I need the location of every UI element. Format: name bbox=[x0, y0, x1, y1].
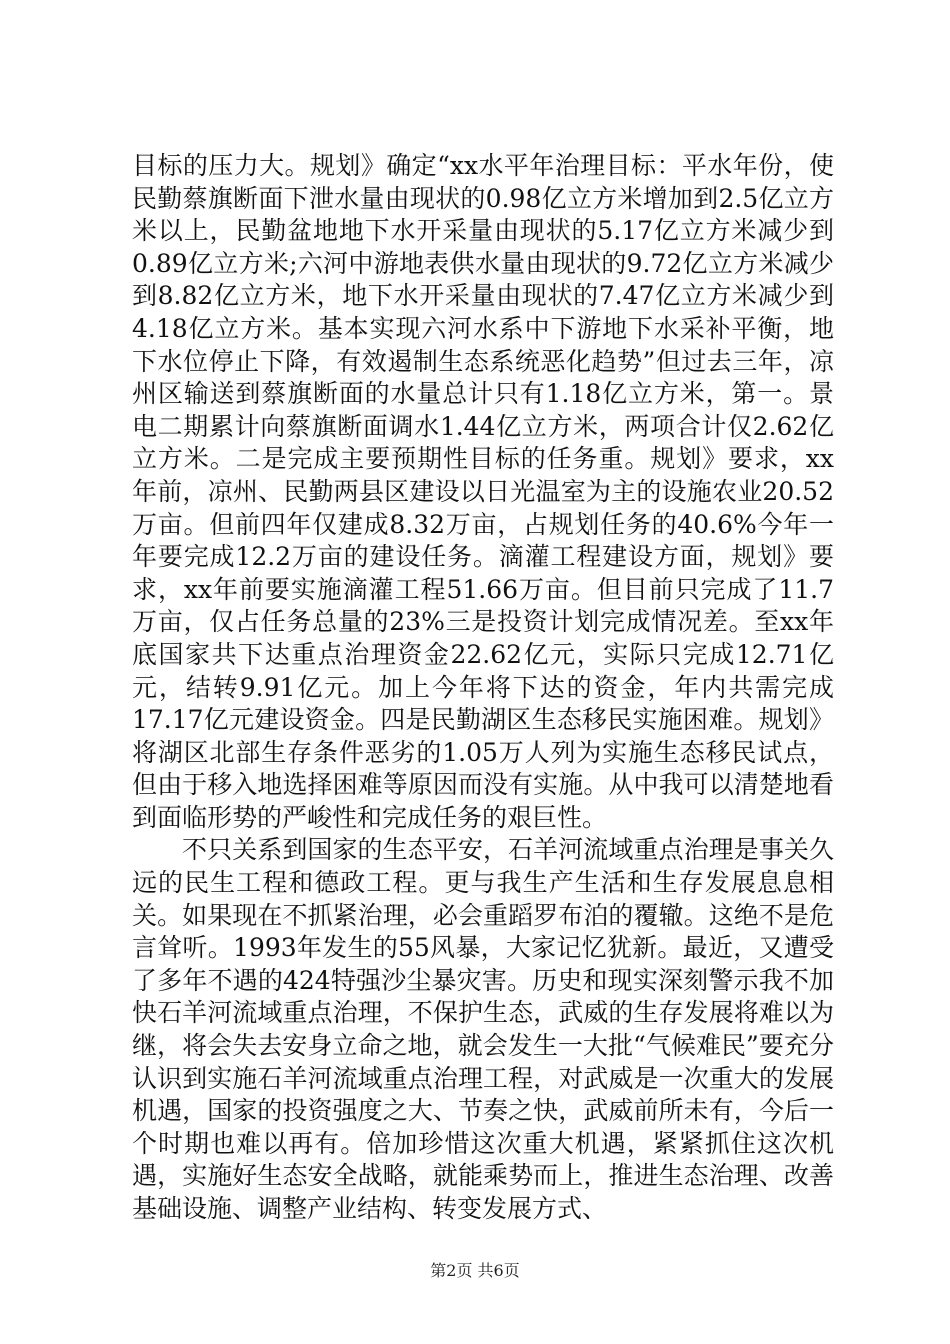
paragraph-2: 不只关系到国家的生态平安，石羊河流域重点治理是事关久远的民生工程和德政工程。更与我生产生活和生存发展息息相关。如果现在不抓紧治理，必会重蹈罗布泊的覆辙。这绝不是危言耸听。1993年发生的55风暴，大家记忆犹新。最近，又遭受了多年不遇的424特强沙尘暴灾害。历史和现实深刻警示我不加快石羊河流域重点治理，不保护生态，武威的生存发展将难以为继，将会失去安身立命之地，就会发生一大批“气候难民”要充分认识到实施石羊河流域重点治理工程，对武威是一次重大的发展机遇，国家的投资强度之大、节奏之快，武威前所未有，今后一个时期也难以再有。倍加珍惜这次重大机遇，紧紧抓住这次机遇，实施好生态安全战略，就能乘势而上，推进生态治理、改善基础设施、调整产业结构、转变发展方式、 bbox=[132, 835, 834, 1223]
body-text bbox=[132, 150, 834, 1226]
page-footer: 第2页 共6页 bbox=[430, 1261, 520, 1280]
paragraph-1: 目标的压力大。规划》确定“xx水平年治理目标：平水年份，使民勤蔡旗断面下泄水量由现状的0.98亿立方米增加到2.5亿立方米以上，民勤盆地地下水开采量由现状的5.17亿立方米减少到0.89亿立方米;六河中游地表供水量由现状的9.72亿立方米减少到8.82亿立方米，地下水开采量由现状的7.47亿立方米减少到4.18亿立方米。基本实现六河水系中下游地下水采补平衡，地下水位停止下降，有效遏制生态系统恶化趋势”但过去三年，凉州区输送到蔡旗断面的水量总计只有1.18亿立方米，第一。景电二期累计向蔡旗断面调水1.44亿立方米，两项合计仅2.62亿立方米。二是完成主要预期性目标的任务重。规划》要求，xx年前，凉州、民勤两县区建设以日光温室为主的设施农业20.52万亩。但前四年仅建成8.32万亩，占规划任务的40.6%今年一年要完成12.2万亩的建设任务。滴灌工程建设方面，规划》要求，xx年前要实施滴灌工程51.66万亩。但目前只完成了11.7万亩，仅占任务总量的23%三是投资计划完成情况差。至xx年底国家共下达重点治理资金22.62亿元，实际只完成12.71亿元，结转9.91亿元。加上今年将下达的资金，年内共需完成17.17亿元建设资金。四是民勤湖区生态移民实施困难。规划》将湖区北部生存条件恶劣的1.05万人列为实施生态移民试点，但由于移入地选择困难等原因而没有实施。从中我可以清楚地看到面临形势的严峻性和完成任务的艰巨性。 bbox=[132, 151, 834, 832]
